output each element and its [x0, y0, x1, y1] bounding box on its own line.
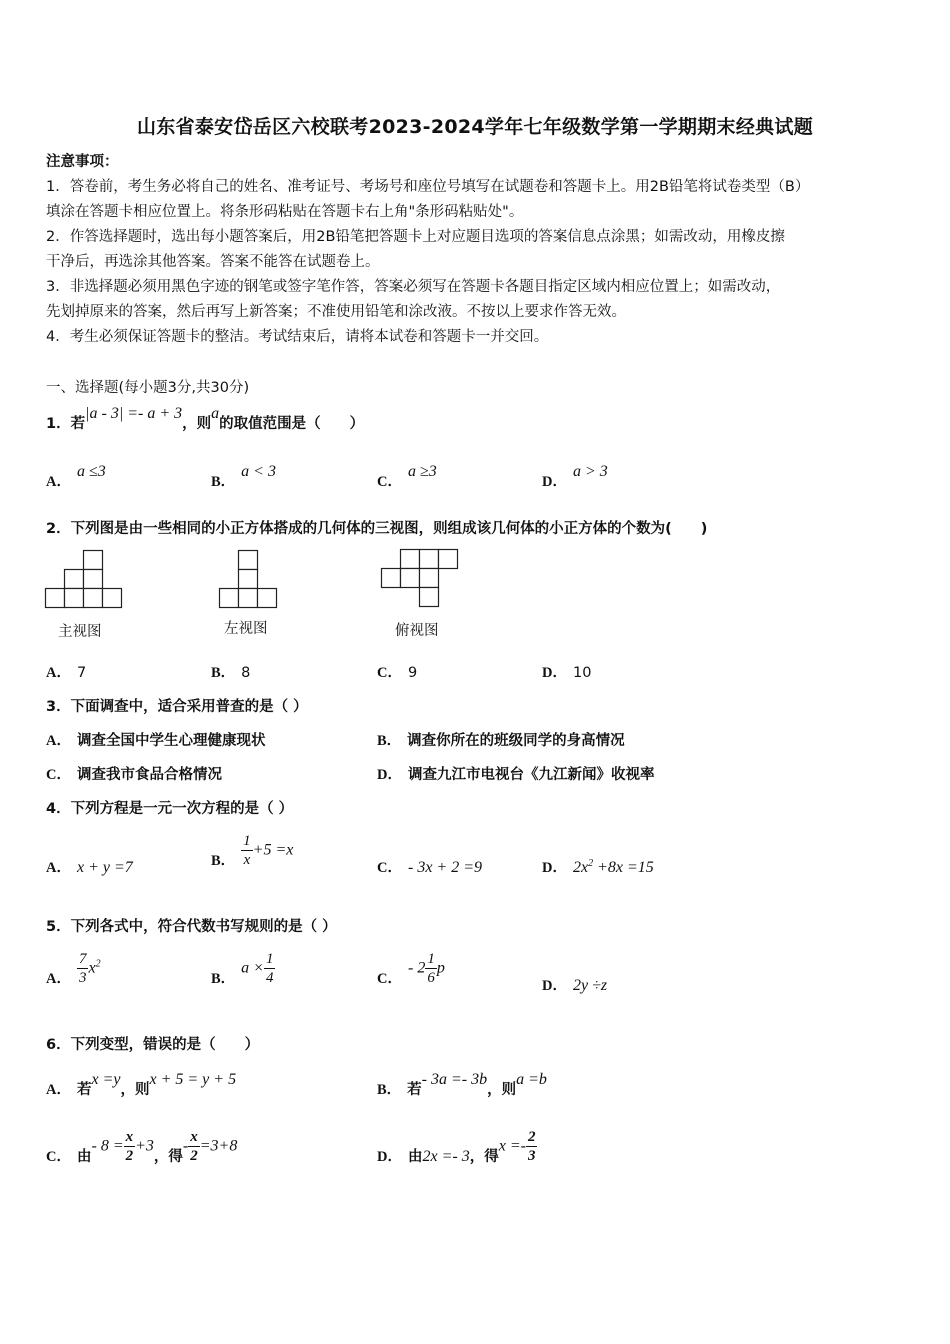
- q1-option-d[interactable]: D．a > 3: [542, 463, 608, 490]
- page-title: 山东省泰安岱岳区六校联考2023-2024学年七年级数学第一学期期末经典试题: [136, 116, 814, 138]
- q2-option-b[interactable]: B． 8: [211, 665, 251, 681]
- front-view-caption: 主视图: [58, 624, 102, 640]
- q2-option-a[interactable]: A． 7: [46, 665, 87, 681]
- question-6: 6．下列变型，错误的是（ ）: [46, 1037, 260, 1053]
- side-view-caption: 左视图: [224, 621, 268, 637]
- q3-option-c[interactable]: C． 调查我市食品合格情况: [46, 767, 222, 783]
- q6-option-a[interactable]: A． 若x =y，则x + 5 = y + 5: [46, 1071, 237, 1098]
- notice-heading: 注意事项：: [46, 154, 119, 170]
- question-5: 5．下列各式中，符合代数书写规则的是（ ）: [46, 919, 337, 935]
- q2-option-c[interactable]: C． 9: [377, 665, 418, 681]
- q6-option-d[interactable]: D． 由2x =- 3，得x =- $\frac{2}{3}$: [377, 1129, 536, 1165]
- side-view-figure: [218, 548, 280, 610]
- q2-option-d[interactable]: D． 10: [542, 665, 592, 681]
- notice-line: 4．考生必须保证答题卡的整洁。考试结束后，请将本试卷和答题卡一并交回。: [46, 329, 549, 345]
- notice-line: 3．非选择题必须用黑色字迹的钢笔或签字笔作答，答案必须写在答题卡各题目指定区域内相应位置上；如需改动，: [46, 279, 781, 295]
- question-2: 2．下列图是由一些相同的小正方体搭成的几何体的三视图，则组成该几何体的小正方体的个数为( ): [46, 521, 708, 537]
- q5-option-d[interactable]: D． 2y ÷z: [542, 977, 608, 994]
- q6-option-b[interactable]: B． 若- 3a =- 3b，则a =b: [377, 1071, 547, 1098]
- q4-option-c[interactable]: C． - 3x + 2 =9: [377, 859, 483, 876]
- q4-option-d[interactable]: D． $2x^2 +8x =15$: [542, 858, 654, 876]
- q1-option-a[interactable]: A．a ≤3: [46, 463, 106, 490]
- notice-line: 填涂在答题卡相应位置上。将条形码粘贴在答题卡右上角"条形码粘贴处"。: [46, 204, 524, 220]
- question-3: 3．下面调查中，适合采用普查的是（ ）: [46, 699, 308, 715]
- notice-line: 2．作答选择题时，选出每小题答案后，用2B铅笔把答题卡上对应题目选项的答案信息点涂黑；如需改动，用橡皮擦: [46, 229, 785, 245]
- front-view-figure: [44, 548, 126, 610]
- q3-option-d[interactable]: D． 调查九江市电视台《九江新闻》收视率: [377, 767, 655, 783]
- q3-option-b[interactable]: B． 调查你所在的班级同学的身高情况: [377, 733, 625, 749]
- notice-line: 1．答卷前，考生务必将自己的姓名、准考证号、考场号和座位号填写在试题卷和答题卡上。用2B铅笔将试卷类型（B）: [46, 179, 810, 195]
- q4-option-a[interactable]: A． x + y =7: [46, 859, 133, 876]
- question-4: 4．下列方程是一元一次方程的是（ ）: [46, 801, 294, 817]
- question-1: 1．若|a - 3| =- a + 3，则a的取值范围是（ ）: [46, 405, 365, 432]
- q5-option-c[interactable]: C．- 2 $\frac{1}{6}$ p: [377, 951, 445, 987]
- q1-option-c[interactable]: C．a ≥3: [377, 463, 437, 490]
- q6-option-c[interactable]: C． 由- 8 = $\frac{x}{2}$ +3，得- $\frac{x}{2}$ =3+8: [46, 1129, 238, 1165]
- q5-option-a[interactable]: A． $\frac{7}{3}$ $x^2$: [46, 951, 101, 987]
- q5-option-b[interactable]: B．a × $\frac{1}{4}$: [211, 951, 274, 987]
- q3-option-a[interactable]: A． 调查全国中学生心理健康现状: [46, 733, 266, 749]
- section-heading: 一、选择题(每小题3分,共30分): [46, 380, 250, 396]
- notice-line: 干净后，再选涂其他答案。答案不能答在试题卷上。: [46, 254, 380, 270]
- top-view-figure: [380, 547, 462, 611]
- notice-line: 先划掉原来的答案，然后再写上新答案；不准使用铅笔和涂改液。不按以上要求作答无效。: [46, 304, 626, 320]
- q1-option-b[interactable]: B．a < 3: [211, 463, 276, 490]
- top-view-caption: 俯视图: [395, 623, 439, 639]
- q4-option-b[interactable]: B． $\frac{1}{x}$ +5 =x: [211, 833, 294, 869]
- q1-expression: |a - 3| =- a + 3: [85, 405, 183, 422]
